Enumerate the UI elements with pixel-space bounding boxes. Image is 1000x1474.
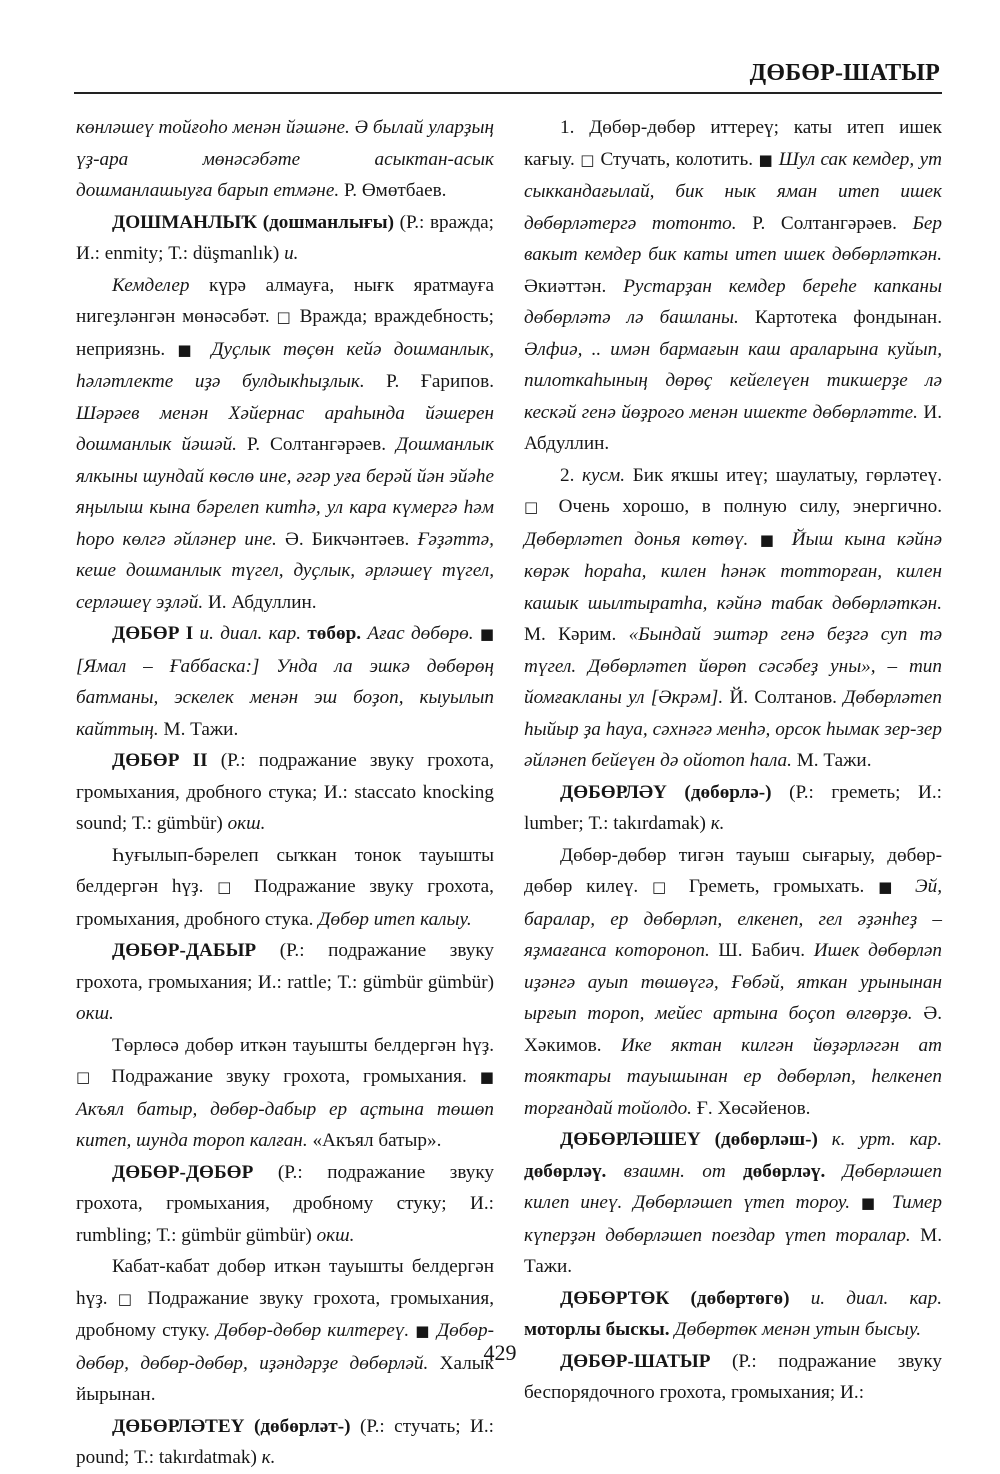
translation-marker-icon: □ — [580, 150, 596, 169]
example-text: Дөбөр итеп калыу. — [318, 908, 472, 930]
headword: ДӨБӨР-ДАБЫР — [112, 940, 257, 961]
source: Ә. Бикчәнтәев. — [276, 528, 418, 550]
entry-dobor-dobor — [76, 1157, 494, 1252]
example-text: Тимер күперҙән дөбөрләшеп поездар үтеп торалар. — [524, 1192, 942, 1246]
entry-doshmanlyk-definition — [76, 270, 494, 619]
entry-doshmanlyk — [76, 207, 494, 270]
example-text: Дөбөр-дөбөр, дөбөр-дөбөр, иҙәндәрҙе дөбөрләй. — [76, 1320, 494, 1374]
example-text: «Бындай эштәр генә беҙгә суп тә түгел. Дөбөрләтеп йөрөп сәсәбеҙ уны», – тип йомғакланы ул [Әкрәм]. — [524, 624, 942, 708]
source: Ш. Бабич. — [709, 940, 814, 961]
header-rule — [74, 92, 942, 94]
grammar-form: (дөбөртөгө) — [669, 1287, 790, 1309]
part-of-speech: окш. — [76, 1003, 114, 1024]
translations: (Р.: греметь; И.: lumber; Т.: takırdamak) — [524, 781, 942, 834]
source: М. Тажи. — [791, 750, 872, 771]
entry-doborlau — [524, 777, 942, 840]
entry-dobortok — [524, 1283, 942, 1346]
definition: Һуғылып-бәрелеп сыҡкан тонок тауышты белдергән һүҙ. — [76, 844, 494, 897]
example-marker-icon: ■ — [415, 1322, 431, 1340]
source: М. Тажи. — [524, 1224, 942, 1277]
entry-doborlateu — [76, 1411, 494, 1474]
source: Р. Солтангәрәев. — [736, 212, 913, 234]
source: Ә. Хәкимов. — [524, 1003, 942, 1056]
russian-translation: Подражание звуку грохота, громыхания, дробного стука. — [76, 876, 494, 930]
example-marker-icon: ■ — [177, 340, 199, 359]
definition: Дөбөр-дөбөр иттереү; каты итеп ишек кағыу. — [524, 117, 942, 170]
translation-marker-icon: □ — [651, 878, 676, 896]
cross-reference: моторлы быскы. — [524, 1319, 670, 1340]
sense-number: 1. — [560, 117, 575, 138]
translation-marker-icon: □ — [117, 1289, 138, 1308]
grammar-note: и. диал. кар. — [193, 623, 308, 644]
headword: ДӨБӨР-ДӨБӨР — [112, 1161, 254, 1183]
cross-reference: дөбөрләү. — [742, 1160, 826, 1182]
example-marker-icon: ■ — [759, 530, 781, 549]
example-text: көнләшеү тойғоһо менән йәшәне. Ә былай уларҙың үҙ-ара мөнәсәбәте асыктан-асык дошманлашыуға барып етмәне. — [76, 117, 494, 201]
source: Картотека фондынан. — [738, 307, 942, 328]
entry-dobor-2-definition — [76, 840, 494, 936]
example-marker-icon: ■ — [758, 150, 774, 169]
right-column — [524, 112, 942, 1409]
source: Халык йырынан. — [76, 1352, 494, 1405]
running-head: ДӨБӨР-ШАТЫР — [749, 60, 940, 86]
example-marker-icon: ■ — [479, 625, 494, 643]
definition: Төрлөсә добөр иткән тауышты белдергән һүҙ. — [112, 1034, 494, 1056]
part-of-speech: и. — [284, 243, 299, 264]
example-text: Рустарҙан кемдер береһе капканы дөбөрләтә лә башланы. — [524, 275, 942, 328]
translations: (Р.: подражание звуку грохота, громыхания, дробному стуку; И.: rumbling; Т.: gümbür gümbür) — [76, 1161, 494, 1246]
sense-1 — [524, 112, 942, 460]
definition: Кабат-кабат добөр иткән тауышты белдергән һүҙ. — [76, 1256, 494, 1309]
translations: (Р.: подражание звуку беспорядочного грохота, громыхания; И.: — [524, 1350, 942, 1403]
example-text: Бер вакыт кемдер бик каты итеп ишек дөбөрләткән. — [524, 212, 942, 265]
russian-translation: Вражда; враждебность; неприязнь. — [76, 306, 494, 360]
grammar-form: (дөбөрләш-) — [700, 1129, 818, 1150]
definition: Дөбөр-дөбөр тигән тауыш сығарыу, дөбөр-дөбөр килеү. — [524, 844, 942, 897]
headword: ДӨБӨРТӨК — [560, 1287, 670, 1309]
example-text: Дөбөр-дөбөр килтереү. — [216, 1320, 410, 1341]
source: Әкиәттән. — [524, 275, 624, 297]
part-of-speech: окш. — [316, 1224, 355, 1246]
translation-marker-icon: □ — [276, 308, 293, 326]
definition-word: Кемделер — [112, 274, 190, 296]
grammar-form: (дөбөрлә-) — [666, 781, 772, 803]
page-number: 429 — [483, 1340, 517, 1365]
example-text: Ишек дөбөрләп иҙәнгә ауып төшөүгә, Ғөбәй, яткан урынынан ырғып тороп, мейес артына боҫоп өлгөрҙө. — [524, 940, 943, 1024]
entry-dobor-2 — [76, 745, 494, 840]
grammar-note: взаимн. от — [606, 1160, 743, 1182]
example-text: Дөбөрләшеп килеп инеү. Дөбөрләшеп үтеп тороу. — [524, 1160, 942, 1213]
example-text: Ағас дөбөрө. — [361, 623, 474, 644]
russian-translation: Стучать, колотить. — [595, 148, 759, 170]
entry-dobor-1 — [76, 618, 494, 745]
grammar-form: (дөбөрләт-) — [244, 1415, 351, 1437]
example-text: Шул сак кемдер, ут сыккандағылай, бик нык яман итеп ишек дөбөрләтергә тотонто. — [524, 148, 942, 234]
source: Р. Ғарипов. — [364, 371, 494, 392]
entry-dobor-dabyr — [76, 935, 494, 1030]
source: М. Тажи. — [158, 718, 239, 740]
part-of-speech: к. — [710, 813, 725, 834]
translation-marker-icon: □ — [524, 498, 547, 516]
headword: ДӨБӨРЛӘТЕҮ — [112, 1415, 245, 1437]
entry-doborlasheu — [524, 1124, 942, 1283]
cross-reference: дөбөрләү. — [524, 1160, 607, 1182]
grammar-form: (дошманлығы) — [257, 211, 395, 233]
russian-translation: Подражание звуку грохота, громыхания. — [98, 1066, 480, 1087]
example-text: Йыш кына кәйнә көрәк һораһа, килен һәнәк тотторған, килен кашык шылтыратһа, кәйнә табак дөбөрләткән. — [524, 528, 943, 614]
example-text: Дөбөрләтеп донья көтөү. — [524, 528, 749, 550]
headword: ДӨБӨР II — [112, 750, 208, 771]
headword: ДӨБӨРЛӘШЕҮ — [560, 1129, 701, 1150]
headword: ДӨБӨРЛӘҮ — [560, 781, 667, 803]
source: Й. Солтанов. — [723, 687, 844, 708]
example-text: Ғәҙәттә, кеше дошманлык түгел, дуҫлык, әрләшеү түгел, серләшеү эҙләй. — [76, 528, 494, 613]
part-of-speech: к. — [261, 1447, 276, 1468]
source: М. Кәрим. — [524, 624, 629, 645]
part-of-speech: окш. — [227, 813, 266, 834]
sense-2 — [524, 460, 942, 777]
left-column — [76, 112, 494, 1474]
entry-doborlau-definition — [524, 840, 942, 1125]
translations: (Р.: подражание звуку грохота, громыхания; И.: rattle; Т.: gümbür gümbür) — [76, 940, 494, 993]
definition: күрә алмауға, нығк яратмауға нигеҙләнгән мөнәсәбәт. — [76, 274, 494, 327]
entry-dobor-dobor-definition — [76, 1251, 494, 1411]
translations: (Р.: подражание звуку грохота, громыхания, дробного стука; И.: staccato knocking sound; Т.: gümbür) — [76, 750, 495, 834]
grammar-note: и. диал. кар. — [789, 1287, 942, 1309]
example-text: Эй, баралар, ер дөбөрләп, елкенеп, гел әҙәнһеҙ – яҙмағанса кoторонoп. — [524, 876, 942, 961]
example-marker-icon: ■ — [860, 1194, 882, 1212]
russian-translation: Греметь, громыхать. — [675, 876, 879, 897]
usage-label: кусм. — [574, 464, 626, 486]
example-text: Ике яктан килгән йөҙәрләгән ат тояктары тауышынан ер дөбөрләп, һелкенеп торғандай тойолдо. — [524, 1034, 942, 1119]
headword: ДОШМАНЛЫҠ — [112, 211, 258, 233]
russian-translation: Подражание звуку грохота, громыхания, дробному стуку. — [76, 1287, 494, 1341]
source: И. Абдуллин. — [203, 591, 317, 613]
entry-continuation — [76, 112, 494, 207]
grammar-note: к. урт. кар. — [817, 1129, 942, 1150]
example-marker-icon: ■ — [878, 878, 902, 896]
translations: (Р.: стучать; И.: pound; Т.: takırdatmak) — [76, 1415, 494, 1468]
headword: ДӨБӨР-ШАТЫР — [560, 1350, 711, 1372]
source: Р. Өмөтбаев. — [339, 180, 447, 201]
example-text: Дөбөртөк менән утын бысыу. — [669, 1319, 922, 1340]
russian-translation: Очень хорошо, в полную силу, энергично. — [546, 496, 942, 517]
sense-number: 2. — [560, 464, 575, 486]
example-text: Акъял батыр, дөбөр-дабыр ер аҫтына төшөп китеп, шунда тороп калған. — [76, 1098, 494, 1151]
source: Ғ. Хөсәйенов. — [691, 1097, 811, 1119]
translation-marker-icon: □ — [76, 1068, 99, 1086]
translations: (Р.: вражда; И.: enmity; Т.: düşmanlık) — [76, 211, 494, 264]
source: Р. Солтангәрәев. — [236, 434, 397, 455]
entry-dobor-dabyr-definition — [76, 1030, 494, 1157]
example-marker-icon: ■ — [479, 1068, 494, 1086]
source: И. Абдуллин. — [524, 401, 942, 454]
example-text: Дуҫлык төҫөн кейә дошманлык, һәләтлекте иҙә булдыкһыҙлык. — [76, 338, 494, 392]
translation-marker-icon: □ — [217, 878, 241, 896]
cross-reference: төбөр. — [307, 623, 362, 644]
example-text: [Ямал – Ғаббаска:] Унда ла эшкә дөбөрөң батманы, эскелек менән эш боҙоп, кыуылып кайттың. — [76, 655, 494, 740]
source: «Акъял батыр». — [307, 1130, 442, 1151]
example-text: Шәрәев менән Хәйернас араһында йәшерен дошманлык йәшәй. — [76, 402, 494, 455]
example-text: Дошманлык ялкыны шундай көслө ине, әгәр уға берәй йән эйәһе яңылыш кына бәрелеп китһә, ул кара күмергә һәм һоро көлгә әйләнер ине. — [76, 434, 495, 550]
example-text: Дөбөрләтеп һыйыр ҙа һауа, сәхнәгә менһә, орсок һымак зер-зер әйләнеп бейеүен дә ойотоп һала. — [524, 687, 942, 771]
example-text: Әлфиә, .. имән бармағын каш араларына куйып, пилоткаһының дөрөҫ кейелеүен тикшерҙе лә кескәй генә йөҙрого менән ишекте дөбөрләтте. — [524, 338, 942, 423]
definition: Бик яҡшы итеү; шаулатыу, гөрләтеү. — [625, 464, 942, 486]
headword: ДӨБӨР I — [112, 623, 194, 644]
